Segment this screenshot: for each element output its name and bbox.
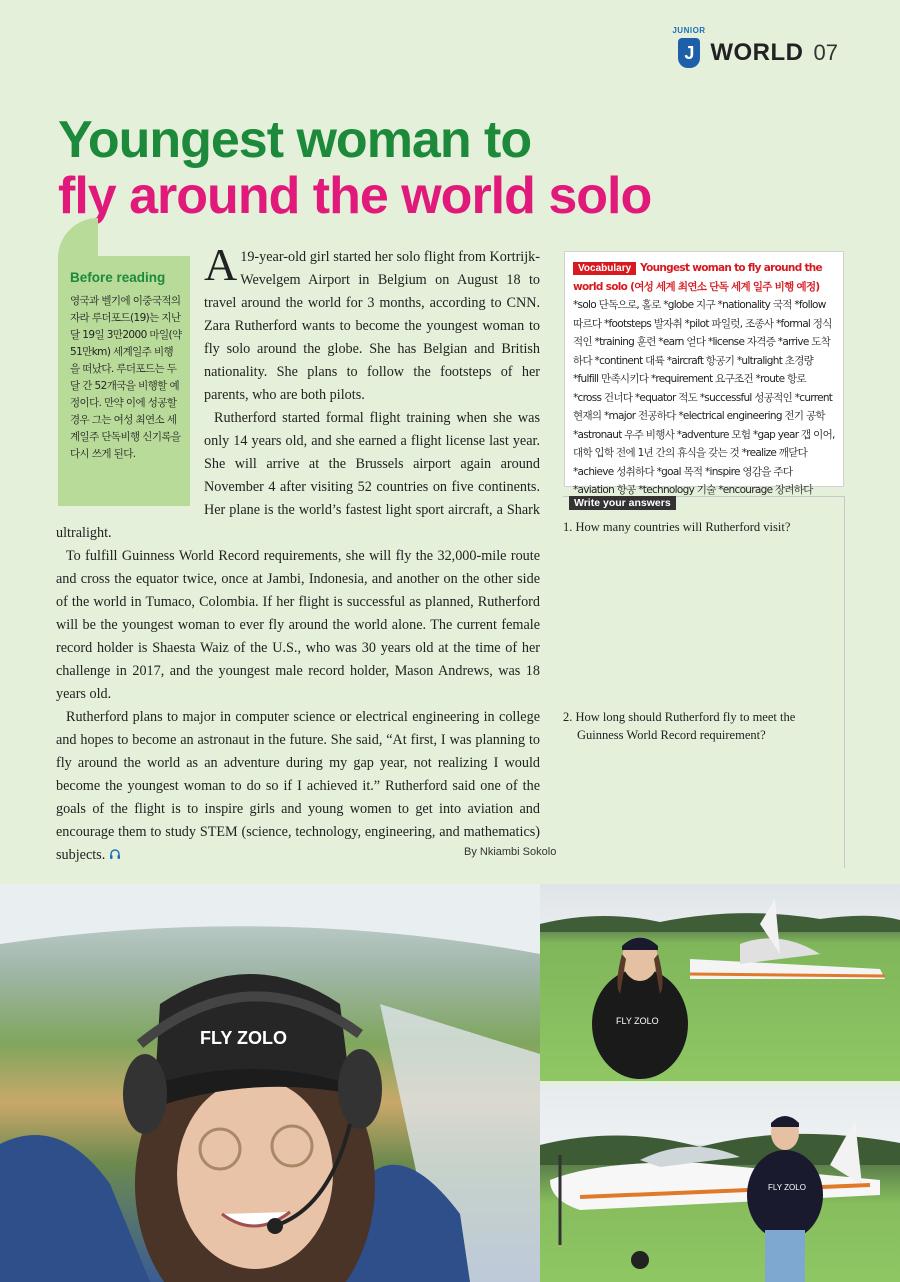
section-name: WORLD xyxy=(710,39,804,66)
answers-label: Write your answers xyxy=(569,496,676,510)
answers-section xyxy=(563,496,845,868)
plane-field-illustration-1 xyxy=(540,884,900,1081)
question-2: 2. How long should Rutherford fly to meet the Guinness World Record requirement? xyxy=(563,710,796,742)
logo-mark: J xyxy=(678,38,700,68)
headphone-icon[interactable] xyxy=(109,848,121,860)
before-reading-heading: Before reading xyxy=(70,270,166,285)
cockpit-selfie-photo xyxy=(0,884,540,1282)
junior-logo xyxy=(672,26,706,70)
article-paragraph-3: To fulfill Guinness World Record requirements, she will fly the 32,000-mile route and cross the equator twice, once at Jambi, Indonesia, and another on the other side of the world in Tumaco, Colombia. If her flight is successful as planned, Rutherford will be the youngest woman to ever fly around the world alone. The current female record holder is Shaesta Waiz of the U.S., who was 30 years old at the time of her challenge in 2017, and the youngest male record holder, Mason Andrews, was 18 years old. xyxy=(56,548,540,702)
article-body xyxy=(56,239,540,867)
layout-spacer xyxy=(56,246,204,504)
svg-text:FLY ZOLO: FLY ZOLO xyxy=(768,1183,806,1192)
paragraph-4-text: Rutherford plans to major in computer science or electrical engineering in college and hopes to become an astronaut in the future. She said, “At first, I was planning to fly around the world as an adventure during my gap year, not realizing I would become the youngest woman to do so if I achieved it.” Rutherford said one of the goals of the flight is to inspire girls and young women to get into aviation and encourage them to study STEM (science, technology, engineering, and mathematics) subjects. xyxy=(56,709,540,863)
plane-field-illustration-2 xyxy=(540,1085,900,1282)
article-paragraph-2: Rutherford started formal flight training when she was only 14 years old, and she earned a flight license last year. She will arrive at the Brussels airport again around November 4 after visiting 52 countries on five continents. Her plane is the world’s fastest light sport aircraft, a Shark ultralight. xyxy=(56,410,540,541)
paragraph-1-text: 19-year-old girl started her solo flight from Kortrijk-Wevelgem Airport in Belgium on August 18 to travel around the world for 3 months, according to CNN. Zara Rutherford wants to become the youngest woman to fly solo around the globe. She has Belgian and British nationality. She plans to follow the footsteps of her parents, who are both pilots. xyxy=(204,249,540,403)
page-header xyxy=(672,26,838,70)
vocabulary-terms: *solo 단독으로, 홀로 *globe 지구 *nationality 국적 *follow 따르다 *footsteps 발자취 *pilot 파일럿, 조종사 *formal 정식적인 *training 훈련 *earn 얻다 *license 자격증 *arrive 도착하다 *continent 대륙 *aircraft 항공기 *ultralight 초경량 *fulfill 만족시키다 *requirement 요구조건 *route 항로 *cross 건너다 *equator 적도 *successful 성공적인 *current 현재의 *major 전공하다 *electrical engineering 전기 공학 *astronaut 우주 비행사 *adventure 모험 *gap year 갭 이어, 대학 입학 전에 1년 간의 휴식을 갖는 것 *realize 깨닫다 *achieve 성취하다 *goal 목적 *inspire 영감을 주다 *aviation 항공 *technology 기술 *encourage 장려하다 xyxy=(573,299,835,496)
svg-text:FLY ZOLO: FLY ZOLO xyxy=(616,1016,659,1026)
page-number: 07 xyxy=(813,40,838,65)
logo-junior-text: JUNIOR xyxy=(672,26,706,35)
byline: By Nkiambi Sokolo xyxy=(464,846,557,858)
vocabulary-box xyxy=(564,251,844,496)
vocabulary-badge: Vocabulary xyxy=(573,262,636,275)
title-line-1: Youngest woman to xyxy=(58,111,532,169)
pilot-standing-photo-1 xyxy=(540,884,900,1081)
vocabulary-heading: Youngest woman to fly around the world solo (여성 세계 최연소 단독 세계 일주 비행 예정) xyxy=(573,262,822,293)
cockpit-illustration xyxy=(0,884,540,1282)
before-reading-text: 영국과 벨기에 이중국적의 자라 루더포드(19)는 지난달 19일 3만2000 마일(약 51만km) 세계일주 비행을 떠났다. 루더포드는 두달 간 52개국을 비행할 예정이다. 만약 이에 성공할 경우 그는 여성 최연소 세계일주 단독비행 신기록을 다시 쓰게 된다. xyxy=(70,295,182,460)
pilot-standing-photo-2 xyxy=(540,1085,900,1282)
article-title xyxy=(58,112,651,224)
svg-text:FLY ZOLO: FLY ZOLO xyxy=(200,1028,288,1048)
article-paragraph-4 xyxy=(56,706,540,867)
drop-cap: A xyxy=(204,239,238,290)
title-line-2: fly around the world solo xyxy=(58,167,652,225)
question-1: 1. How many countries will Rutherford visit? xyxy=(563,520,791,534)
